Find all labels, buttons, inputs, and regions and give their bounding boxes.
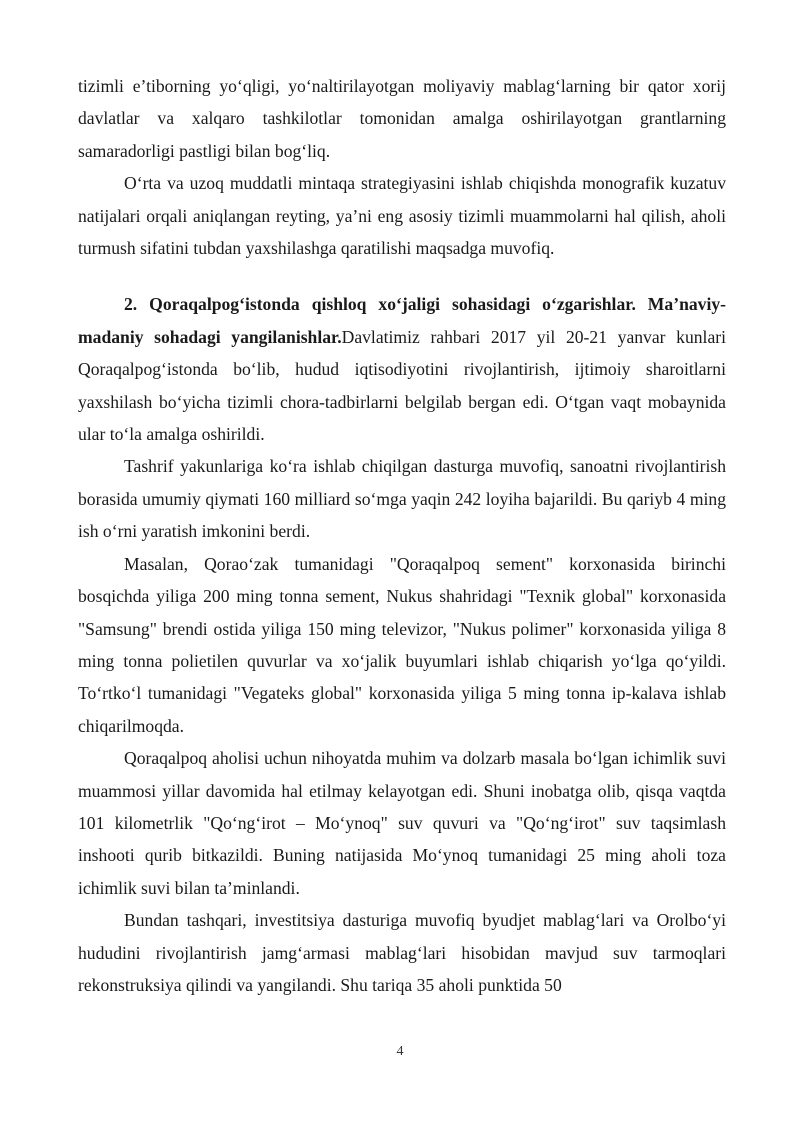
paragraph-strategy: O‘rta va uzoq muddatli mintaqa strategiyasini ishlab chiqishda monografik kuzatuv natijalari orqali aniqlangan reyting, ya’ni eng asosiy tizimli muammolarni hal qilish, aholi turmush sifatini tubdan yaxshilashga qaratilishi maqsadga muvofiq. — [78, 173, 726, 259]
paragraph-investment: Bundan tashqari, investitsiya dasturiga muvofiq byudjet mablag‘lari va Orolbo‘yi hududini rivojlantirish jamg‘armasi mablag‘lari hisobidan mavjud suv tarmoqlari rekonstruksiya qilindi va yangilandi. Shu tariqa 35 aholi punktida 50 — [78, 910, 726, 995]
paragraph-continuation: tizimli e’tiborning yo‘qligi, yo‘naltirilayotgan moliyaviy mablag‘larning bir qator xorij davlatlar va xalqaro tashkilotlar tomonidan amalga oshirilayotgan grantlarning samaradorligi pastligi bilan bog‘liq. — [78, 76, 726, 161]
paragraph-drinking-water: Qoraqalpoq aholisi uchun nihoyatda muhim va dolzarb masala bo‘lgan ichimlik suvi muammosi yillar davomida hal etilmay kelayotgan edi. Shuni inobatga olib, qisqa vaqtda 101 kilometrlik "Qo‘ng‘irot – Mo‘ynoq" suv quvuri va "Qo‘ng‘irot" suv taqsimlash inshooti qurib bitkazildi. Buning natijasida Mo‘ynoq tumanidagi 25 ming aholi toza ichimlik suvi bilan ta’minlandi. — [78, 748, 726, 898]
paragraph-enterprises: Masalan, Qorao‘zak tumanidagi "Qoraqalpoq sement" korxonasida birinchi bosqichda yiliga 200 ming tonna sement, Nukus shahridagi "Texnik global" korxonasida "Samsung" brendi ostida yiliga 150 ming televizor, "Nukus polimer" korxonasida yiliga 8 ming tonna polietilen quvurlar va xo‘jalik buyumlari ishlab chiqarish yo‘lga qo‘yildi. To‘rtko‘l tumanidagi "Vegateks global" korxonasida yiliga 5 ming tonna ip-kalava ishlab chiqarilmoqda. — [78, 553, 726, 736]
paragraph-projects: Tashrif yakunlariga ko‘ra ishlab chiqilgan dasturga muvofiq, sanoatni rivojlantirish borasida umumiy qiymati 160 milliard so‘mga yaqin 242 loyiha bajarildi. Bu qariyb 4 ming ish o‘rni yaratish imkonini berdi. — [78, 456, 726, 542]
document-page — [78, 70, 726, 1001]
page-number: 4 — [396, 1044, 404, 1059]
section-heading: 2. Qoraqalpog‘istonda qishloq xo‘jaligi sohasidagi o‘zgarishlar. Ma’naviy-madaniy sohadagi yangilanishlar. — [78, 294, 726, 347]
paragraph-section-2 — [78, 288, 726, 450]
section-2-body: Davlatimiz rahbari 2017 yil 20-21 yanvar kunlari Qoraqalpog‘istonda bo‘lib, hudud iqtisodiyotini rivojlantirish, ijtimoiy sharoitlarni yaxshilash bo‘yicha tizimli chora-tadbirlarni belgilab bergan edi. O‘tgan vaqt mobaynida ular to‘la amalga oshirildi. — [78, 326, 726, 445]
